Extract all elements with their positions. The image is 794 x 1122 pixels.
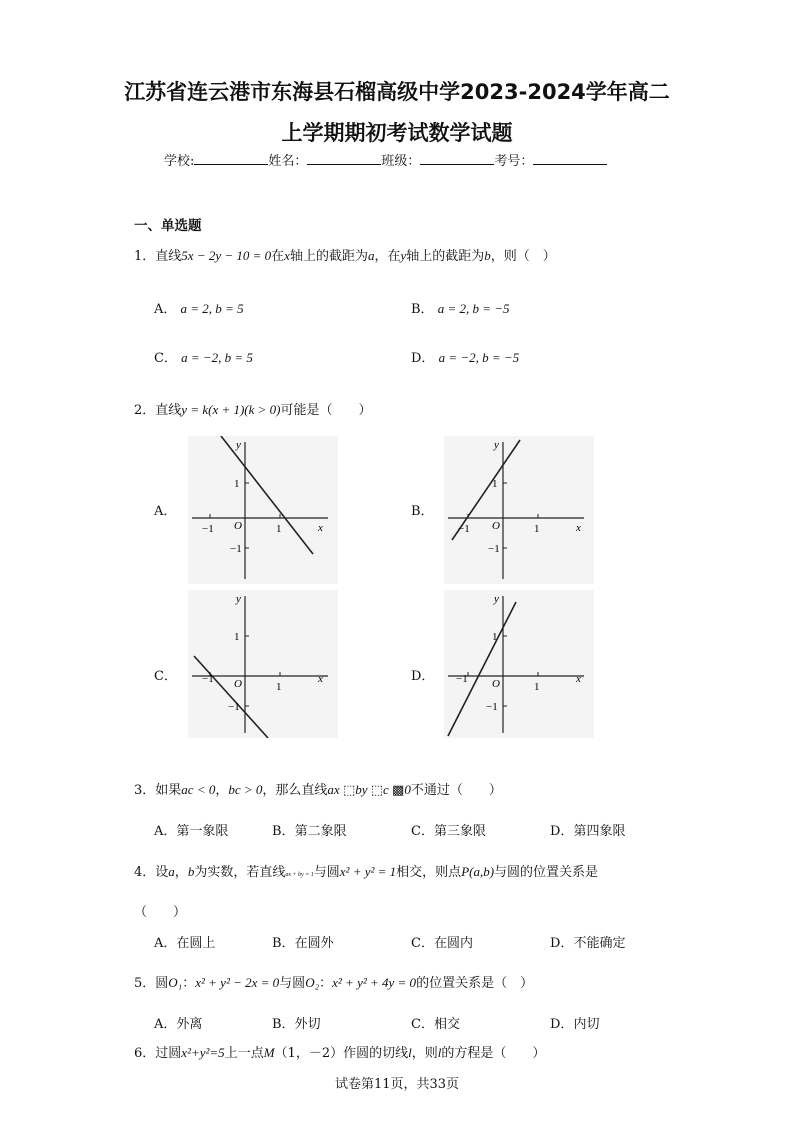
x-axis-label: x <box>318 522 323 534</box>
q4-var: b <box>187 864 195 879</box>
q3-option-c[interactable] <box>411 820 486 839</box>
q6-text: 的方程是（ ） <box>441 1046 546 1061</box>
q5-option-b[interactable] <box>272 1013 321 1032</box>
option-label: C． <box>411 1017 434 1032</box>
origin-label: O <box>492 520 500 532</box>
q4-option-c[interactable] <box>411 932 473 951</box>
tick-label: 1 <box>534 681 540 693</box>
option-label: B． <box>272 1017 295 1032</box>
graph-c[interactable] <box>188 590 338 742</box>
exam-title-line2: 上学期期初考试数学试题 <box>281 121 513 145</box>
q4-circle-equation: x² + y² = 1 <box>339 864 397 879</box>
q3-text: 不通过（ ） <box>410 783 502 798</box>
option-label: B． <box>411 302 434 317</box>
option-text: a = 2, b = −5 <box>437 301 510 316</box>
q4-number: 4． <box>134 865 156 880</box>
option-text: 外切 <box>294 1017 321 1032</box>
origin-label: O <box>492 678 500 690</box>
q5-equation: x² + y² + 4y = 0 <box>332 975 417 990</box>
q1-option-c[interactable] <box>154 347 253 366</box>
q2-option-b[interactable]: B． <box>411 504 434 519</box>
q3-text: ， <box>215 783 229 798</box>
option-label: D． <box>550 824 574 839</box>
q1-option-a[interactable] <box>154 298 244 317</box>
q5-circle-name: O₂ <box>305 975 320 990</box>
q4-point: P(a,b) <box>461 864 495 879</box>
q3-condition: bc > 0 <box>228 782 263 797</box>
graph-a[interactable] <box>188 436 338 588</box>
q6-number: 6． <box>134 1046 156 1061</box>
q3-text: ，那么直线 <box>262 783 328 798</box>
option-label: A． <box>154 1017 177 1032</box>
q6-text: ，则 <box>411 1046 438 1061</box>
tick-label: 1 <box>492 631 498 643</box>
class-label: 班级： <box>381 154 421 169</box>
graph-b[interactable] <box>444 436 594 588</box>
option-text: 在圆内 <box>433 936 473 951</box>
id-label: 考号： <box>494 154 534 169</box>
q3-option-b[interactable] <box>272 820 347 839</box>
q2-number: 2． <box>134 403 156 418</box>
tick-label: −1 <box>228 701 240 713</box>
x-axis-label: x <box>576 673 581 685</box>
q5-option-d[interactable] <box>550 1013 599 1032</box>
name-blank[interactable] <box>307 152 381 165</box>
exam-title-line1: 江苏省连云港市东海县石榴高级中学2023-2024学年高二 <box>124 80 670 104</box>
q6-text: （1，－2）作圆的切线 <box>274 1046 409 1061</box>
q6-var: l <box>437 1045 442 1060</box>
q4-text: 与圆 <box>313 865 340 880</box>
q1-text: 直线 <box>155 249 182 264</box>
option-text: 外离 <box>176 1017 203 1032</box>
option-label: C． <box>411 936 434 951</box>
tick-label: 1 <box>234 478 240 490</box>
option-label: A． <box>154 302 177 317</box>
q1-text: 轴上的截距为 <box>289 249 368 264</box>
q3-option-d[interactable] <box>550 820 625 839</box>
q5-equation: x² + y² − 2x = 0 <box>195 975 280 990</box>
q5-text: 圆 <box>155 976 169 991</box>
q2-option-a[interactable]: A． <box>154 504 177 519</box>
q6-equation: x²+y²=5 <box>181 1045 225 1060</box>
q1-var: x <box>284 248 290 263</box>
graph-d[interactable] <box>444 590 594 742</box>
q4-option-d[interactable] <box>550 932 625 951</box>
tick-label: 1 <box>276 523 282 535</box>
x-axis-label: x <box>576 522 581 534</box>
name-label: 姓名： <box>268 154 308 169</box>
tick-label: −1 <box>202 523 214 535</box>
q1-equation: 5x − 2y − 10 = 0 <box>181 248 272 263</box>
option-label: A． <box>154 936 177 951</box>
q4-text: 为实数，若直线 <box>194 865 286 880</box>
option-text: 第三象限 <box>433 824 486 839</box>
question-4 <box>134 861 598 880</box>
tick-label: 1 <box>492 478 498 490</box>
tick-label: −1 <box>230 543 242 555</box>
option-text: a = −2, b = 5 <box>181 350 253 365</box>
page-footer: 试卷第11页，共33页 <box>334 1077 460 1092</box>
option-label: D． <box>550 1017 574 1032</box>
q2-option-d[interactable]: D． <box>411 669 435 684</box>
q5-text: 的位置关系是（ ） <box>416 976 534 991</box>
q5-option-a[interactable] <box>154 1013 202 1032</box>
q5-text: ： <box>182 976 196 991</box>
q5-option-c[interactable] <box>411 1013 460 1032</box>
q6-text: 上一点 <box>224 1046 264 1061</box>
tick-label: −1 <box>202 673 214 685</box>
origin-label: O <box>234 520 242 532</box>
q4-option-a[interactable] <box>154 932 215 951</box>
q5-text: ： <box>319 976 333 991</box>
option-text: 相交 <box>433 1017 460 1032</box>
tick-label: 1 <box>534 523 540 535</box>
q6-var: l <box>408 1045 412 1060</box>
q2-equation: y = k(x + 1)(k > 0) <box>181 402 281 417</box>
q2-text: 直线 <box>155 403 182 418</box>
q4-var: a <box>168 864 175 879</box>
id-blank[interactable] <box>533 152 607 165</box>
class-blank[interactable] <box>420 152 494 165</box>
q3-equation: ax ⬚by ⬚c ▩0 <box>327 782 411 797</box>
q2-text: 可能是（ ） <box>280 403 372 418</box>
q6-point: M <box>263 1045 275 1060</box>
tick-label: −1 <box>488 543 500 555</box>
q4-text: 与圆的位置关系是 <box>494 865 599 880</box>
tick-label: −1 <box>456 673 468 685</box>
q4-bracket: （ ） <box>134 905 187 920</box>
q4-line-equation: ax + by = 1 <box>285 872 314 878</box>
info-line <box>164 150 607 169</box>
question-3 <box>134 779 502 798</box>
q3-text: 如果 <box>155 783 182 798</box>
option-label: D． <box>411 351 435 366</box>
tick-label: −1 <box>486 701 498 713</box>
q1-var: b <box>484 248 491 263</box>
q4-text: 相交，则点 <box>396 865 462 880</box>
section-heading: 一、单选题 <box>134 218 202 234</box>
q1-var: a <box>367 248 375 263</box>
q1-text: 轴上的截距为 <box>406 249 485 264</box>
option-text: 第四象限 <box>573 824 626 839</box>
option-text: a = −2, b = −5 <box>438 350 520 365</box>
q5-text: 与圆 <box>279 976 306 991</box>
y-axis-label: y <box>494 593 499 605</box>
q3-number: 3． <box>134 783 156 798</box>
x-axis-label: x <box>318 673 323 685</box>
option-text: 内切 <box>573 1017 600 1032</box>
q1-var: y <box>400 248 407 263</box>
q4-text: ， <box>174 865 188 880</box>
q3-option-a[interactable] <box>154 820 228 839</box>
y-axis-label: y <box>236 439 241 451</box>
q6-text: 过圆 <box>155 1046 182 1061</box>
question-2 <box>134 399 372 418</box>
q1-text: ，在 <box>374 249 401 264</box>
option-label: B． <box>272 824 295 839</box>
q4-option-b[interactable] <box>272 932 334 951</box>
tick-label: 1 <box>276 681 282 693</box>
option-text: 在圆上 <box>176 936 216 951</box>
origin-label: O <box>234 678 242 690</box>
q3-condition: ac < 0 <box>181 782 216 797</box>
q1-option-d[interactable] <box>411 347 519 366</box>
q1-number: 1． <box>134 249 156 264</box>
q1-text: ，则（ ） <box>490 249 556 264</box>
tick-label: −1 <box>458 523 470 535</box>
option-text: 不能确定 <box>573 936 626 951</box>
tick-label: 1 <box>234 631 240 643</box>
option-label: C． <box>154 351 177 366</box>
option-text: a = 2, b = 5 <box>180 301 244 316</box>
y-axis-label: y <box>494 439 499 451</box>
y-axis-label: y <box>236 593 241 605</box>
q5-number: 5． <box>134 976 156 991</box>
option-label: B． <box>272 936 295 951</box>
q1-text: 在 <box>271 249 285 264</box>
school-blank[interactable] <box>194 152 268 165</box>
option-label: D． <box>550 936 574 951</box>
option-text: 第二象限 <box>294 824 347 839</box>
school-label: 学校: <box>164 154 195 169</box>
question-5 <box>134 972 533 991</box>
question-6 <box>134 1042 545 1061</box>
q4-text: 设 <box>155 865 169 880</box>
option-text: 第一象限 <box>176 824 229 839</box>
q2-option-c[interactable]: C． <box>154 669 177 684</box>
question-1 <box>134 245 556 264</box>
q1-option-b[interactable] <box>411 298 510 317</box>
option-label: A． <box>154 824 177 839</box>
option-text: 在圆外 <box>294 936 334 951</box>
q5-circle-name: O₁ <box>168 975 183 990</box>
option-label: C． <box>411 824 434 839</box>
